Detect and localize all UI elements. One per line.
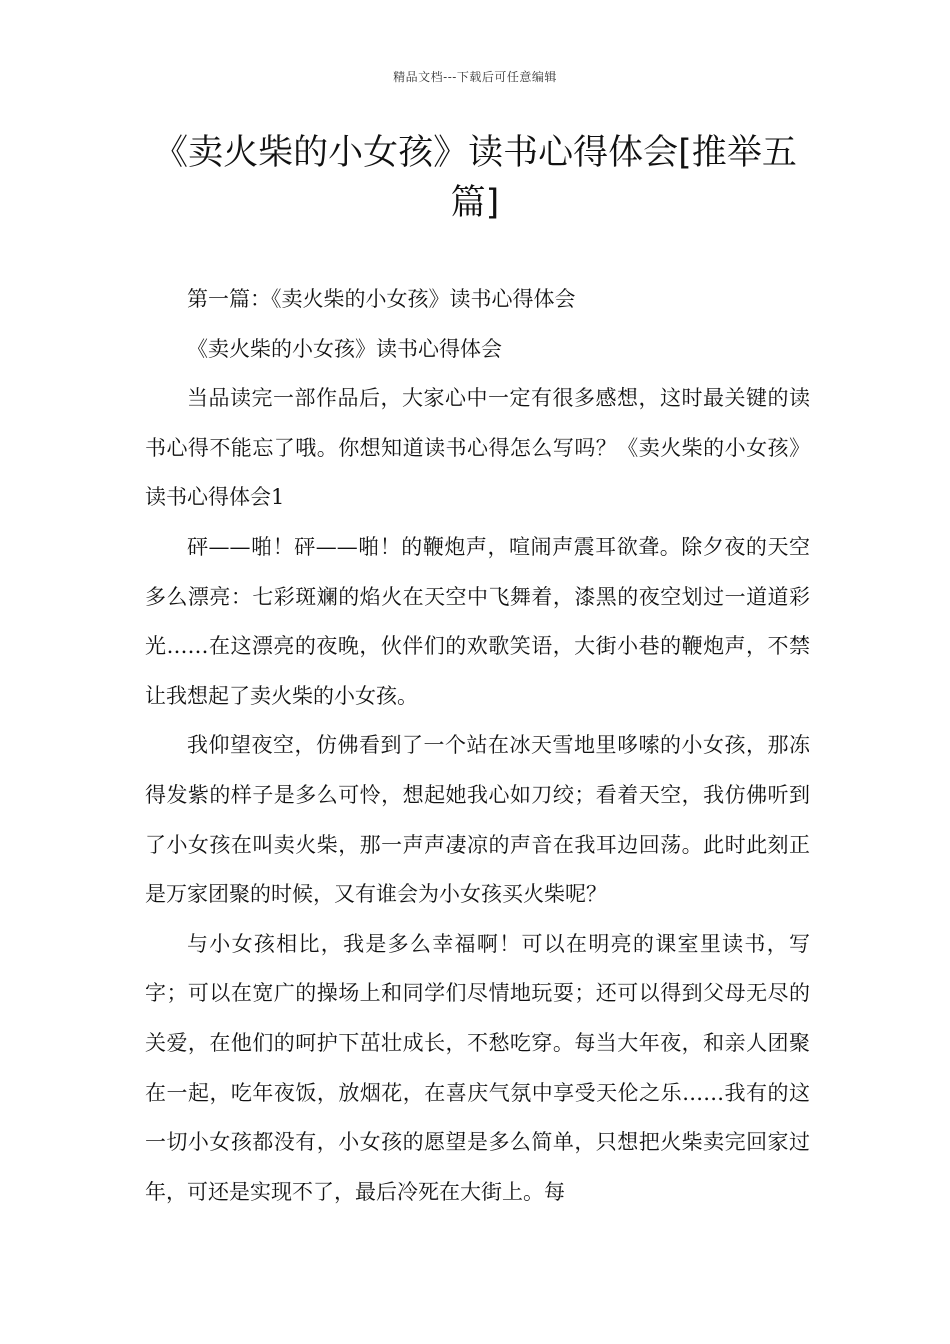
body-paragraph: 我仰望夜空，仿佛看到了一个站在冰天雪地里哆嗦的小女孩，那冻得发紫的样子是多么可怜，想起她我心如刀绞；看着天空，我仿佛听到了小女孩在叫卖火柴，那一声声凄凉的声音在我耳边回荡。此时此刻正是万家团聚的时候，又有谁会为小女孩买火柴呢？ bbox=[145, 733, 810, 907]
body-paragraph: 与小女孩相比，我是多么幸福啊！可以在明亮的课室里读书，写字；可以在宽广的操场上和同学们尽情地玩耍；还可以得到父母无尽的关爱，在他们的呵护下茁壮成长，不愁吃穿。每当大年夜，和亲人团聚在一起，吃年夜饭，放烟花，在喜庆气氛中享受天伦之乐……我有的这一切小女孩都没有，小女孩的愿望是多么简单，只想把火柴卖完回家过年，可还是实现不了，最后冷死在大街上。每 bbox=[145, 931, 810, 1204]
document-title: 《卖火柴的小女孩》读书心得体会[推举五篇] bbox=[153, 133, 797, 223]
page-header-note: 精品文档---下载后可任意编辑 bbox=[393, 70, 557, 84]
subsection-heading: 《卖火柴的小女孩》读书心得体会 bbox=[187, 336, 502, 361]
document-body bbox=[145, 275, 810, 1217]
body-paragraph: 当品读完一部作品后，大家心中一定有很多感想，这时最关键的读书心得不能忘了哦。你想知道读书心得怎么写吗？《卖火柴的小女孩》读书心得体会1 bbox=[145, 386, 810, 510]
body-paragraph: 砰——啪！砰——啪！的鞭炮声，喧闹声震耳欲聋。除夕夜的天空多么漂亮：七彩斑斓的焰火在天空中飞舞着，漆黑的夜空划过一道道彩光……在这漂亮的夜晚，伙伴们的欢歌笑语，大街小巷的鞭炮声，不禁让我想起了卖火柴的小女孩。 bbox=[145, 534, 810, 708]
section-heading: 第一篇：《卖火柴的小女孩》读书心得体会 bbox=[187, 287, 576, 311]
